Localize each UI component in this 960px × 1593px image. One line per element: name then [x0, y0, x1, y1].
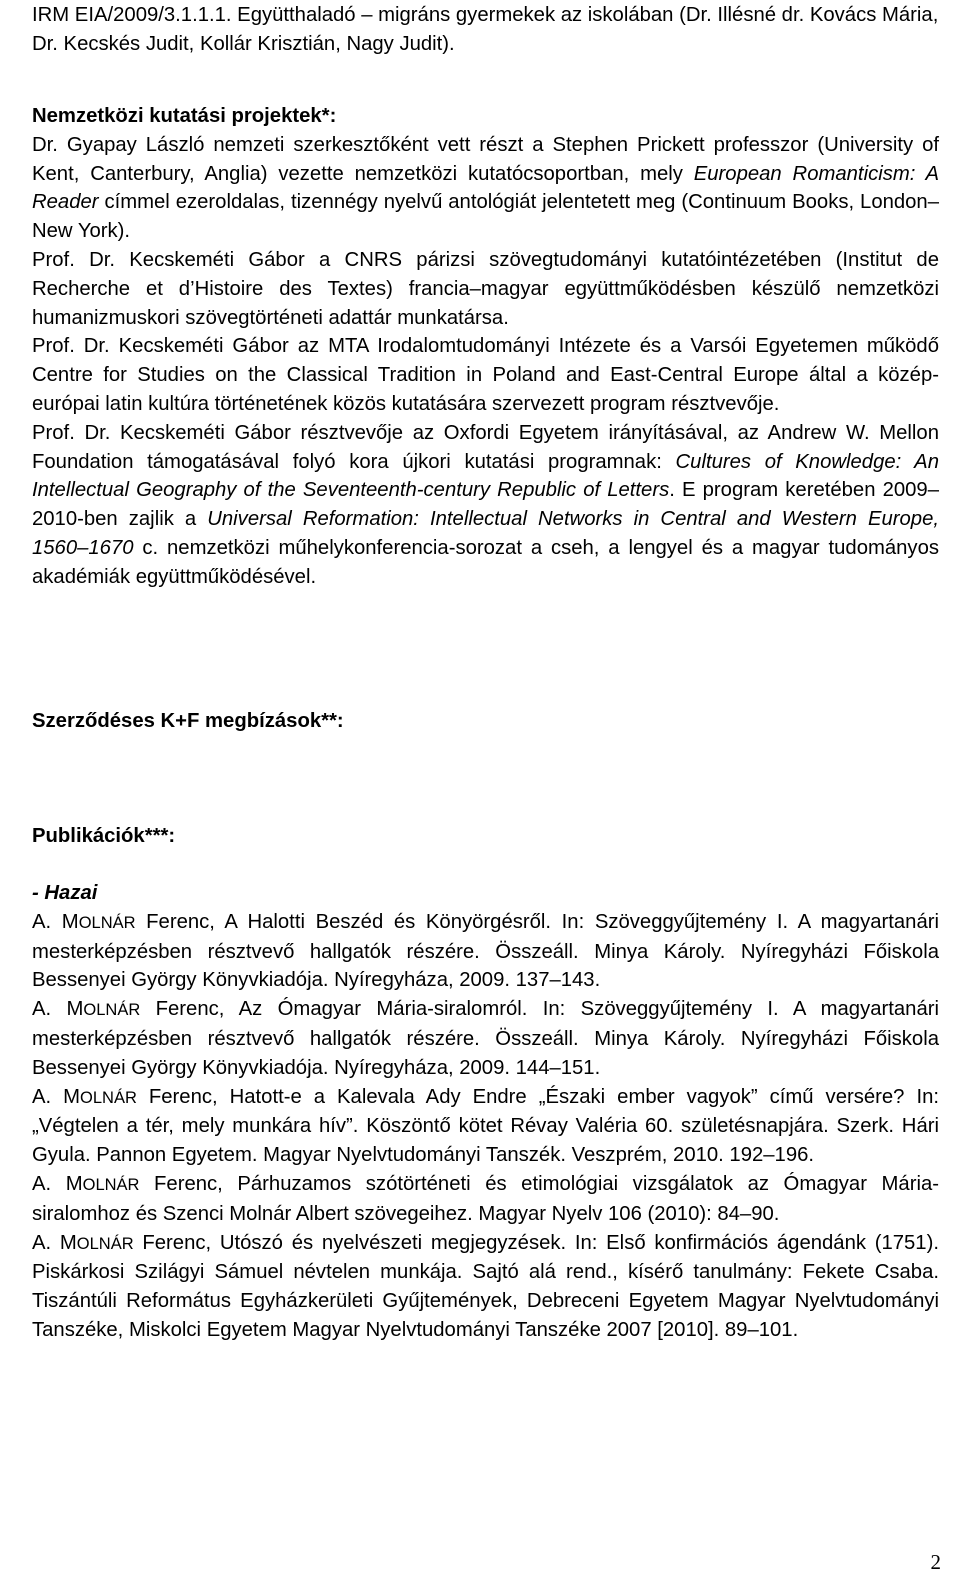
publication-item: A. MOLNÁR Ferenc, Az Ómagyar Mária-siralomról. In: Szöveggyűjtemény I. A magyartanári mesterképzésben résztvevő hallgatók részére. Összeáll. Minya Károly. Nyíregyházi Főiskola Bessenyei György Könyvkiadója. Nyíregyháza, 2009. 144–151.	[32, 998, 939, 1079]
publications-list	[32, 879, 939, 1345]
publication-item: A. MOLNÁR Ferenc, A Halotti Beszéd és Könyörgésről. In: Szöveggyűjtemény I. A magyartanári mesterképzésben résztvevő hallgatók részére. Összeáll. Minya Károly. Nyíregyházi Főiskola Bessenyei György Könyvkiadója. Nyíregyháza, 2009. 137–143.	[32, 910, 939, 992]
international-paragraph-3: Prof. Dr. Kecskeméti Gábor az MTA Irodalomtudományi Intézete és a Varsói Egyetemen működő Centre for Studies on the Classical Tradition in Poland and East-Central Europe által a közép-európai latin kultúra történetének közös kutatására szervezett program résztvevője.	[32, 335, 939, 415]
international-paragraph-1: Dr. Gyapay László nemzeti szerkesztőként vett részt a Stephen Prickett professzor (University of Kent, Canterbury, Anglia) vezette nemzetközi kutatócsoportban, mely European Romanticism: A Reader címmel ezeroldalas, tizennégy nyelvű antológiát jelentetett meg (Continuum Books, London–New York).	[32, 133, 940, 243]
international-paragraph-2: Prof. Dr. Kecskeméti Gábor a CNRS párizsi szövegtudományi kutatóintézetében (Institut de Recherche et d’Histoire des Textes) francia–magyar együttműködésben készülő nemzetközi humanizmuskori szövegtörténeti adattár munkatársa.	[32, 248, 939, 329]
international-section	[32, 102, 939, 592]
publication-item: A. MOLNÁR Ferenc, Hatott-e a Kalevala Ady Endre „Északi ember vagyok” című versére? In: „Végtelen a tér, mely munkára hív”. Köszöntő kötet Révay Valéria 60. születésnapjára. Szerk. Hári Gyula. Pannon Egyetem. Magyar Nyelvtudományi Tanszék. Veszprém, 2010. 192–196.	[32, 1085, 939, 1167]
publications-subheading: - Hazai	[32, 882, 98, 904]
publications-section	[32, 822, 939, 851]
page-number: 2	[930, 1550, 941, 1574]
contracts-heading: Szerződéses K+F megbízások**:	[32, 710, 344, 732]
top-paragraph: IRM EIA/2009/3.1.1.1. Együtthaladó – migráns gyermekek az iskolában (Dr. Illésné dr. Kovács Mária, Dr. Kecskés Judit, Kollár Krisztián, Nagy Judit).	[32, 4, 939, 55]
international-paragraph-4: Prof. Dr. Kecskeméti Gábor résztvevője az Oxfordi Egyetem irányításával, az Andrew W. Mellon Foundation támogatásával folyó kora újkori kutatási programnak: Cultures of Knowledge: An Intellectual Geography of the Seventeenth-century Republic of Letters. E program keretében 2009–2010-ben zajlik a Universal Reformation: Intellectual Networks in Central and Western Europe, 1560–1670 c. nemzetközi műhelykonferencia-sorozat a cseh, a lengyel és a magyar tudományos akadémiák együttműködésével.	[32, 421, 939, 588]
contracts-section	[32, 707, 939, 736]
publication-item: A. MOLNÁR Ferenc, Utószó és nyelvészeti megjegyzések. In: Első konfirmációs ágendánk (1751). Piskárkosi Szilágyi Sámuel névtelen munkája. Sajtó alá rend., kísérő tanulmány: Fekete Csaba. Tiszántúli Református Egyházkerületi Gyűjtemények, Debreceni Egyetem Magyar Nyelvtudományi Tanszéke, Miskolci Egyetem Magyar Nyelvtudományi Tanszéke 2007 [2010]. 89–101.	[32, 1231, 939, 1341]
international-heading: Nemzetközi kutatási projektek*:	[32, 105, 337, 127]
publication-item: A. MOLNÁR Ferenc, Párhuzamos szótörténeti és etimológiai vizsgálatok az Ómagyar Mária-siralomhoz és Szenci Molnár Albert szövegeihez. Magyar Nyelv 106 (2010): 84–90.	[32, 1172, 939, 1225]
publications-heading: Publikációk***:	[32, 825, 176, 847]
top-paragraph-block	[32, 1, 939, 59]
